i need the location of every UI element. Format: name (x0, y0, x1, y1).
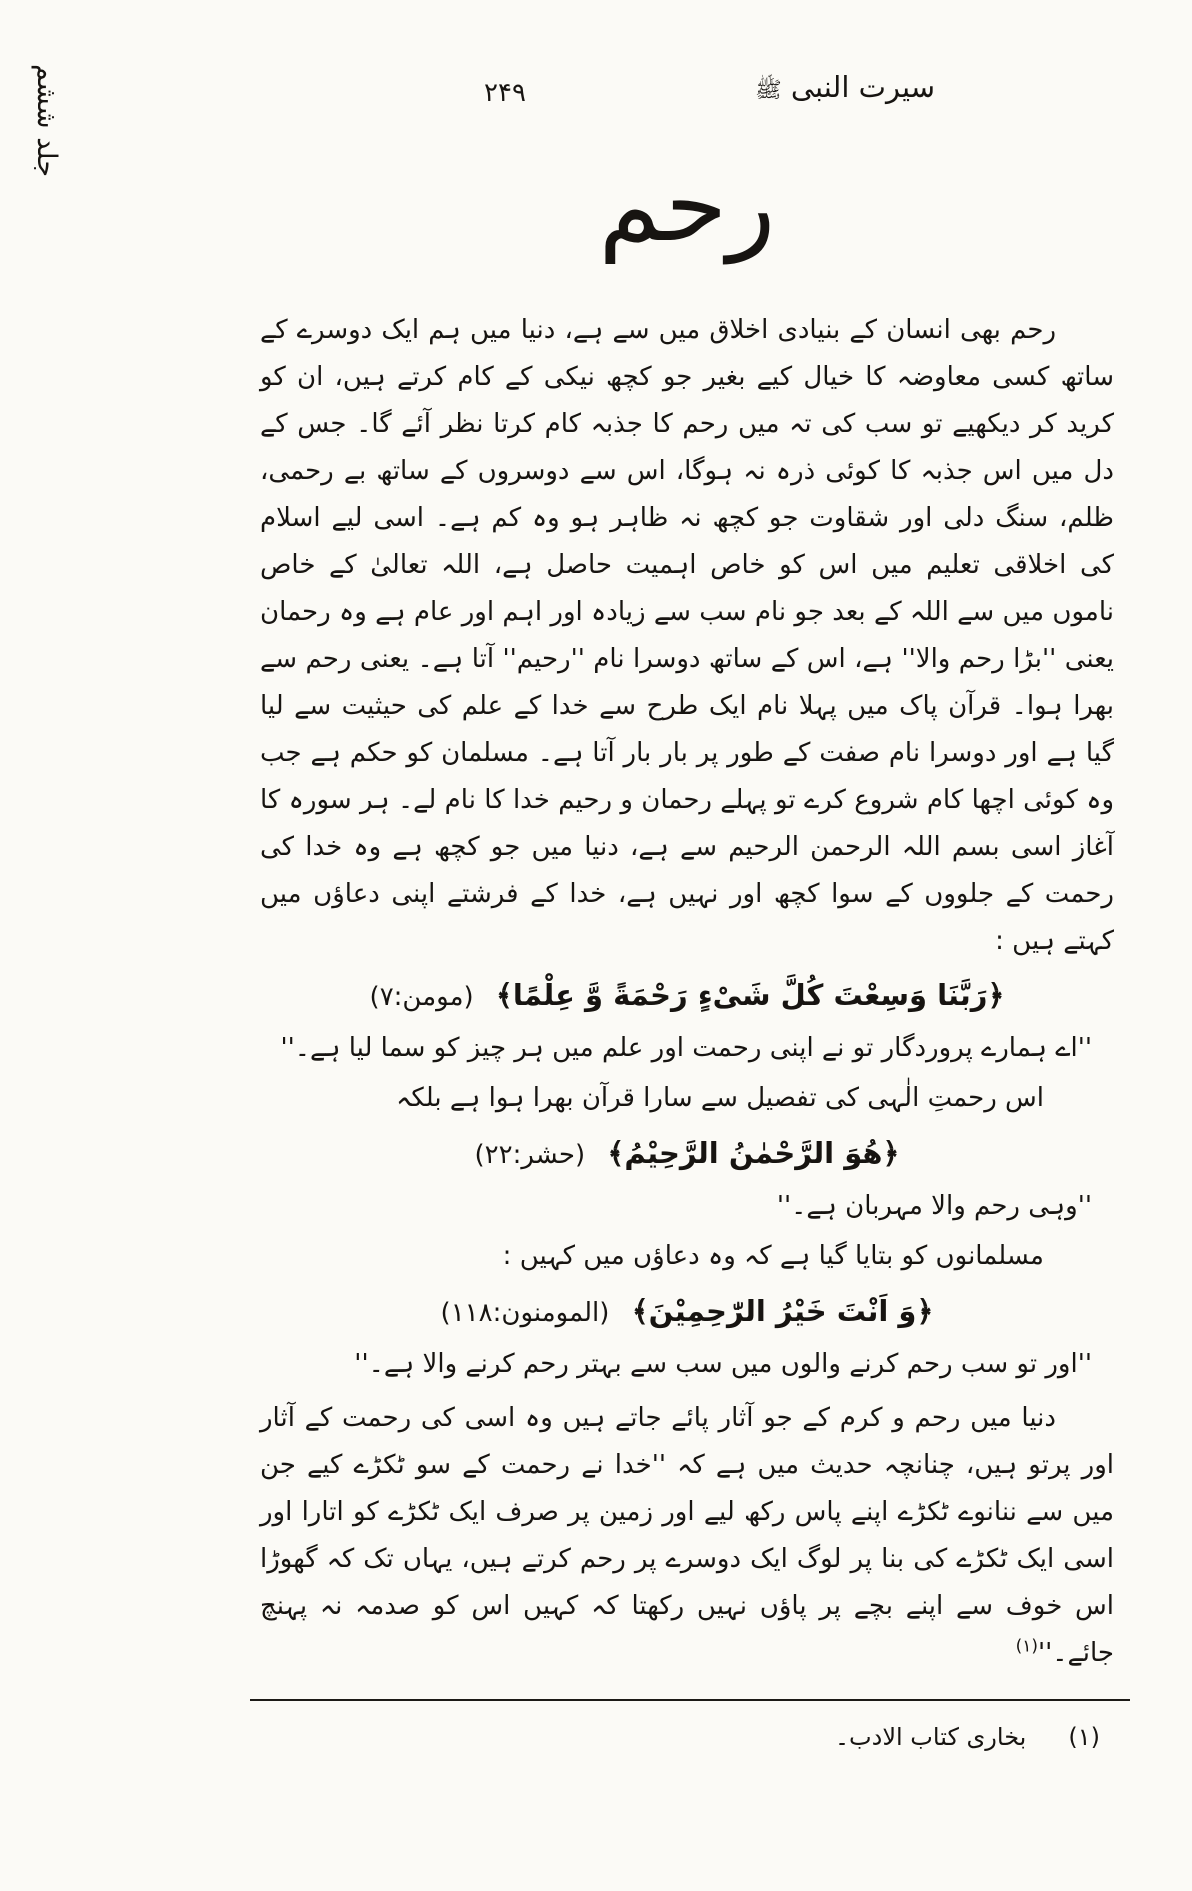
verse-3-translation: ''اور تو سب رحم کرنے والوں میں سب سے بہتر رحم کرنے والا ہے۔'' (354, 1349, 1092, 1379)
page-number: ۲۴۹ (484, 78, 526, 108)
verse-1-translation: ''اے ہمارے پروردگار تو نے اپنی رحمت اور علم میں ہر چیز کو سما لیا ہے۔'' (280, 1033, 1092, 1063)
verse-3-reference: (المومنون:۱۱۸) (440, 1298, 610, 1328)
chapter-title: رحم (598, 147, 776, 264)
book-title (753, 70, 935, 108)
page-body (260, 0, 1114, 1677)
connector-line-2: مسلمانوں کو بتایا گیا ہے کہ وہ دعاؤں میں کہیں : (502, 1241, 1044, 1271)
verse-2-text: ﴿هُوَ الرَّحْمٰنُ الرَّحِيْمُ﴾ (607, 1136, 900, 1170)
quran-verse-1 (260, 969, 1114, 1023)
footnote-marker: (۱) (1068, 1723, 1100, 1751)
footnote-divider (250, 1699, 1130, 1701)
footnote (260, 1717, 1100, 1757)
body-paragraph-1: رحم بھی انسان کے بنیادی اخلاق میں سے ہے، دنیا میں ہم ایک دوسرے کے ساتھ کسی معاوضہ کا خیال کیے بغیر جو کچھ نیکی کے کام کرتے ہیں، ان کو کرید کر دیکھیے تو سب کی تہ میں رحم کا جذبہ کام کرتا نظر آئے گا۔ جس کے دل میں اس جذبہ کا کوئی ذرہ نہ ہوگا، اس سے دوسروں کے ساتھ بے رحمی، ظلم، سنگ دلی اور شقاوت جو کچھ نہ ظاہر ہو وہ کم ہے۔ اسی لیے اسلام کی اخلاقی تعلیم میں اس کو خاص اہمیت حاصل ہے، اللہ تعالیٰ کے خاص ناموں میں سے اللہ کے بعد جو نام سب سے زیادہ اور اہم اور عام ہے وہ رحمان یعنی ''بڑا رحم والا'' ہے، اس کے ساتھ دوسرا نام ''رحیم'' آتا ہے۔ یعنی رحم سے بھرا ہوا۔ قرآن پاک میں پہلا نام ایک طرح سے خدا کے علم کی حیثیت سے لیا گیا ہے اور دوسرا نام صفت کے طور پر بار بار آتا ہے۔ مسلمان کو حکم ہے جب وہ کوئی اچھا کام شروع کرے تو پہلے رحمان و رحیم خدا کا نام لے۔ ہر سورہ کا آغاز اسی بسم اللہ الرحمن الرحیم سے ہے، دنیا میں جو کچھ ہے وہ خدا کی رحمت کے جلووں کے سوا کچھ اور نہیں ہے، خدا کے فرشتے اپنی دعاؤں میں کہتے ہیں : (260, 315, 1114, 956)
book-title-text: سیرت النبی (790, 70, 935, 104)
verse-2-translation: ''وہی رحم والا مہربان ہے۔'' (776, 1191, 1092, 1221)
connector-line-1: اس رحمتِ الٰہی کی تفصیل سے سارا قرآن بھرا ہوا ہے بلکہ (396, 1083, 1044, 1113)
body-paragraph-2 (260, 1395, 1114, 1677)
footnote-ref-marker: (۱) (1015, 1636, 1038, 1657)
verse-2-reference: (حشر:۲۲) (474, 1140, 586, 1170)
salutation-ligature: ﷺ (755, 78, 782, 103)
verse-1-text: ﴿رَبَّنَا وَسِعْتَ كُلَّ شَیْءٍ رَحْمَةً وَّ عِلْمًا﴾ (495, 978, 1005, 1012)
verse-1-reference: (مومن:۷) (369, 982, 474, 1012)
volume-label: جلد ششم (31, 64, 62, 178)
quran-verse-2 (260, 1127, 1114, 1181)
footnote-text: بخاری کتاب الادب۔ (834, 1723, 1027, 1751)
quran-verse-3 (260, 1285, 1114, 1339)
verse-3-text: ﴿وَ اَنْتَ خَيْرُ الرّٰحِمِيْنَ﴾ (631, 1294, 934, 1328)
paragraph-2-text: دنیا میں رحم و کرم کے جو آثار پائے جاتے ہیں وہ اسی کی رحمت کے آثار اور پرتو ہیں، چنانچہ حدیث میں ہے کہ ''خدا نے رحمت کے سو ٹکڑے کیے جن میں سے ننانوے ٹکڑے اپنے پاس رکھ لیے اور زمین پر صرف ایک ٹکڑے کو اتارا اور اسی ایک ٹکڑے کی بنا پر لوگ ایک دوسرے پر رحم کرتے ہیں، یہاں تک کہ گھوڑا اس خوف سے اپنے بچے پر پاؤں نہیں رکھتا کہ کہیں اس کو صدمہ نہ پہنچ جائے۔'' (260, 1403, 1114, 1668)
